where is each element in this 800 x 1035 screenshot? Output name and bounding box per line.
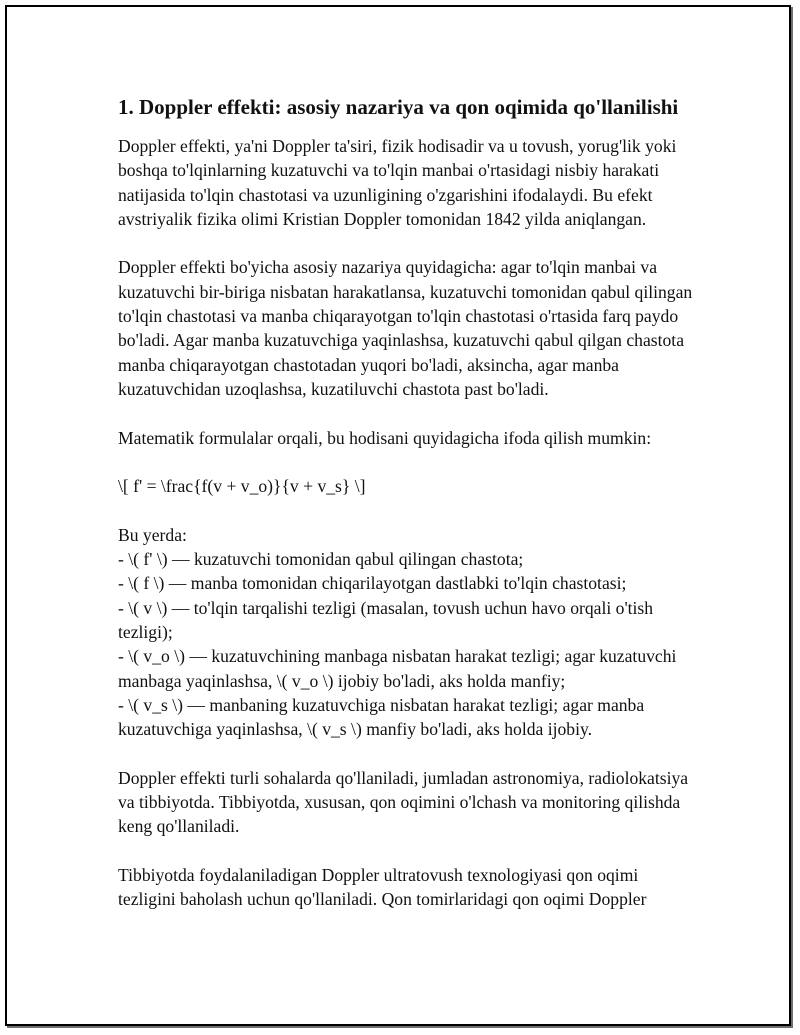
definition-item: - \( f' \) — kuzatuvchi tomonidan qabul qilingan chastota; <box>118 549 524 570</box>
document-title: 1. Doppler effekti: asosiy nazariya va qon oqimida qo'llanilishi <box>118 95 679 119</box>
document-page <box>5 5 791 1026</box>
definitions-block <box>118 523 698 742</box>
formula: \[ f' = \frac{f(v + v_o)}{v + v_s} \] <box>118 476 366 497</box>
definition-item: - \( v \) — to'lqin tarqalishi tezligi (masalan, tovush uchun havo orqali o'tish tezligi); <box>118 597 654 642</box>
definition-item: - \( v_o \) — kuzatuvchining manbaga nisbatan harakat tezligi; agar kuzatuvchi manbaga yaqinlashsa, \( v_o \) ijobiy bo'ladi, aks holda manfiy; <box>118 646 677 691</box>
paragraph-intro: Doppler effekti, ya'ni Doppler ta'siri, fizik hodisadir va u tovush, yorug'lik yoki boshqa to'lqinlarning kuzatuvchi va to'lqin manbai o'rtasidagi nisbiy harakati natijasida to'lqin chastotasi va uzunligining o'zgarishini ifodalaydi. Bu efekt avstriyalik fizika olimi Kristian Doppler tomonidan 1842 yilda aniqlangan. <box>118 136 677 229</box>
definitions-intro: Bu yerda: <box>118 524 187 545</box>
document-content <box>118 94 698 912</box>
definition-item: - \( f \) — manba tomonidan chiqarilayotgan dastlabki to'lqin chastotasi; <box>118 573 627 594</box>
definition-item: - \( v_s \) — manbaning kuzatuvchiga nisbatan harakat tezligi; agar manba kuzatuvchiga yaqinlashsa, \( v_s \) manfiy bo'ladi, aks holda ijobiy. <box>118 694 645 740</box>
paragraph-theory: Doppler effekti bo'yicha asosiy nazariya quyidagicha: agar to'lqin manbai va kuzatuvchi bir-biriga nisbatan harakatlansa, kuzatuvchi tomonidan qabul qilingan to'lqin chastotasi va manba chiqarayotgan to'lqin chastotasi o'rtasida farq paydo bo'ladi. Agar manba kuzatuvchiga yaqinlashsa, kuzatuvchi qabul qilgan chastota manba chiqarayotgan chastotadan yuqori bo'ladi, aksincha, agar manba kuzatuvchidan uzoqlashsa, kuzatiluvchi chastota past bo'ladi. <box>118 257 693 399</box>
paragraph-medical: Tibbiyotda foydalaniladigan Doppler ultratovush texnologiyasi qon oqimi tezligini baholash uchun qo'llaniladi. Qon tomirlaridagi qon oqimi Doppler <box>118 864 647 910</box>
paragraph-applications: Doppler effekti turli sohalarda qo'llaniladi, jumladan astronomiya, radiolokatsiya va tibbiyotda. Tibbiyotda, xususan, qon oqimini o'lchash va monitoring qilishda keng qo'llaniladi. <box>118 767 689 837</box>
paragraph-formula-intro: Matematik formulalar orqali, bu hodisani quyidagicha ifoda qilish mumkin: <box>118 427 652 448</box>
